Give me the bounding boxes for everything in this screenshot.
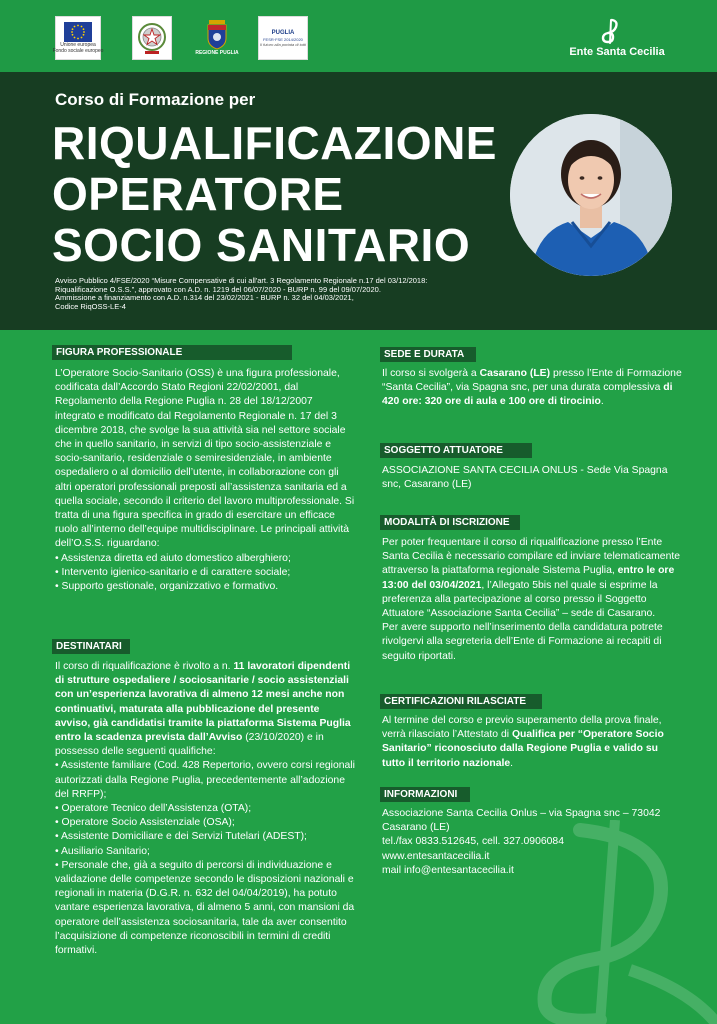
- sede-text-2: presso l’Ente di Formazione “Santa Cecilia”, via Spagna snc, per una durata complessiva: [382, 368, 682, 394]
- destinatari-label: DESTINATARI: [52, 639, 130, 654]
- legal-note-1: Avviso Pubblico 4/FSE/2020 “Misure Compensative di cui all'art. 3 Regolamento Regionale n.17 del 03/12/2018:: [55, 276, 428, 285]
- sede-durata-text: [382, 367, 682, 410]
- sede-text-3: .: [600, 396, 604, 408]
- figura-professionale-label: FIGURA PROFESSIONALE: [52, 345, 292, 360]
- soggetto-attuatore-text: [382, 464, 682, 492]
- destinatari-intro-text: Il corso di riqualificazione è rivolto a n.: [55, 661, 234, 672]
- list-item: • Assistente familiare (Cod. 428 Repertorio, ovvero corsi regionali autorizzati dalla Regione Puglia, precedentemente all’adozione del RRFP);: [55, 759, 355, 802]
- pofesr-line-3: Il futuro alla portata di tutti: [259, 41, 307, 47]
- sede-text-1: Il corso si svolgerà a: [382, 368, 480, 379]
- soggetto-paragraph: ASSOCIAZIONE SANTA CECILIA ONLUS - Sede Via Spagna snc, Casarano (LE): [382, 465, 668, 491]
- course-subtitle: Corso di Formazione per: [55, 90, 256, 109]
- soggetto-attuatore-label: SOGGETTO ATTUATORE: [380, 443, 532, 458]
- destinatari-intro: [55, 660, 355, 759]
- title-line-3: SOCIO SANITARIO: [52, 219, 471, 271]
- destinatari-qualifications-list: [55, 759, 355, 958]
- sede-paragraph: [382, 367, 682, 410]
- list-item: • Supporto gestionale, organizzativo e formativo.: [55, 580, 355, 594]
- list-item: • Operatore Tecnico dell’Assistenza (OTA);: [55, 802, 355, 816]
- figura-description: L’Operatore Socio-Sanitario (OSS) è una figura professionale, codificata dall’Accordo Stato Regioni 22/02/2001, dal Regolamento della Regione Puglia n. 28 del 18/12/2007 integrato e modificato dal Regolamento Regionale n. 17 del 3 dicembre 2018, che svolge la sua attività sia nel settore sociale che in quello sanitario, in servizi di tipo socio-assistenziale e socio-sanitario, residenziale o semiresidenziale, in ambiente ospedaliero o al domicilio dell’utente, in collaborazione con gli altri operatori professionali preposti all’assistenza sanitaria ed a quella sociale, secondo il criterio del lavoro multiprofessionale. Si tratta di una figura specifica in grado di esercitare un efficace ruolo all’interno dell’equipe multidisciplinare. Le principali attività dell’O.S.S. riguardano:: [55, 368, 355, 550]
- brand-name: Ente Santa Cecilia: [569, 46, 665, 58]
- pofesr-line-1: PUGLIA: [271, 29, 295, 36]
- star-emblem-icon: [136, 20, 168, 56]
- certificazioni-label: CERTIFICAZIONI RILASCIATE: [380, 694, 542, 709]
- list-item: • Operatore Socio Assistenziale (OSA);: [55, 816, 355, 830]
- list-item: • Intervento igienico-sanitario e di carattere sociale;: [55, 566, 355, 580]
- contact-phone: tel./fax 0833.512645, cell. 327.0906084: [382, 836, 564, 848]
- modalita-paragraph-1: [382, 536, 682, 621]
- contact-address: Associazione Santa Cecilia Onlus – via Spagna snc – 73042: [382, 808, 661, 819]
- title-line-1: RIQUALIFICAZIONE: [52, 117, 497, 169]
- modalita-paragraph-2: Per avere supporto nell’inserimento della candidatura potrete rivolgervi alla segreteria dell’Ente di Formazione ai recapiti di seguito riportati.: [382, 622, 663, 662]
- list-item: • Assistente Domiciliare e dei Servizi Tutelari (ADEST);: [55, 830, 355, 844]
- destinatari-requirements: 11 lavoratori dipendenti di strutture ospedaliere / sociosanitarie / socio assistenziali con un’esperienza lavorativa di almeno 12 mesi anche non continuativi, maturata alla pubblicazione del presente avviso, già candidatisi tramite la piattaforma Sistema Puglia entro la scadenza prevista dall’Avviso: [55, 661, 351, 744]
- destinatari-text: [55, 660, 355, 958]
- contact-email: mail info@entesantacecilia.it: [382, 864, 514, 876]
- informazioni-label: INFORMAZIONI: [380, 787, 470, 802]
- modalita-text-1: Per poter frequentare il corso di riqualificazione presso l’Ente Santa Cecilia è necessario compilare ed inviare telematicamente attraverso la piattaforma regionale Sistema Puglia,: [382, 537, 681, 577]
- title-line-2: OPERATORE: [52, 168, 344, 220]
- contact-city: Casarano (LE): [382, 822, 450, 834]
- regione-puglia-logo: [195, 16, 239, 60]
- destinatari-after-text: (23/10/2020) e in possesso delle seguenti qualifiche:: [55, 732, 324, 758]
- figura-activities-list: [55, 552, 355, 595]
- treble-clef-watermark-icon: [520, 820, 717, 1024]
- treble-clef-logo-icon: [598, 18, 622, 44]
- list-item: • Ausiliario Sanitario;: [55, 845, 355, 859]
- modalita-deadline: entro le ore 13:00 del 03/04/2021: [382, 565, 675, 591]
- certificazioni-text-1: Al termine del corso e previo superamento della prova finale, verrà rilasciato l’Attestato di: [382, 715, 662, 741]
- pofesr-line-2: FESR·FSE 2014/2020: [263, 36, 303, 42]
- modalita-iscrizione-text: [382, 536, 682, 664]
- list-item: • Personale che, già a seguito di percorsi di individuazione e validazione delle competenze secondo le disposizioni nazionali e regionali in materia (D.G.R. n. 632 del 04/04/2019), ha potuto vantare esperienza lavorativa, di almeno 5 anni, con mansioni da operatore dell’assistenza sociosanitaria, tale da aver consentito l’acquisizione di competenze riconoscibili in termini di crediti formativi.: [55, 859, 355, 958]
- eu-caption-2: Fondo sociale europeo: [52, 48, 104, 54]
- certificazioni-text: [382, 714, 682, 771]
- modalita-iscrizione-label: MODALITÀ DI ISCRIZIONE: [380, 515, 520, 530]
- nurse-portrait-illustration: [510, 114, 672, 276]
- nurse-portrait: [510, 114, 672, 276]
- eu-flag-icon: [64, 22, 92, 42]
- sede-durata-label: SEDE E DURATA: [380, 347, 476, 362]
- contact-website: www.entesantacecilia.it: [382, 850, 490, 862]
- po-fesr-fse-logo: [258, 16, 308, 60]
- eu-flag-logo: [52, 16, 104, 60]
- logo-bar: [0, 0, 717, 72]
- sede-duration: di 420 ore: 320 ore di aula e 100 ore di tirocinio: [382, 382, 673, 408]
- legal-note-2: Riqualificazione O.S.S.”, approvato con A.D. n. 1219 del 06/07/2020 - BURP n. 99 del 09/07/2020.: [55, 284, 381, 294]
- legal-notes: [55, 277, 475, 311]
- italian-republic-emblem: [132, 16, 172, 60]
- legal-note-4: Codice RiqOSS-LE-4: [55, 301, 126, 311]
- puglia-caption: REGIONE PUGLIA: [195, 50, 239, 56]
- certificazioni-paragraph: [382, 714, 682, 771]
- course-title: [52, 118, 497, 271]
- eu-caption-1: Unione europea: [60, 42, 96, 48]
- legal-note-3: Ammissione a finanziamento con A.D. n.314 del 23/02/2021 - BURP n. 32 del 04/03/2021,: [55, 293, 354, 303]
- sede-location: Casarano (LE): [479, 368, 551, 379]
- list-item: • Assistenza diretta ed aiuto domestico alberghiero;: [55, 552, 355, 566]
- modalita-text-2: , l’Allegato 5bis nel quale si esprime la preferenza alla partecipazione al corso presso il Soggetto Attuatore “Associazione Santa Cecilia” – sede di Casarano.: [382, 579, 658, 620]
- figura-professionale-text: [55, 367, 355, 594]
- puglia-shield-icon: [206, 20, 228, 50]
- certificazioni-qualifica: Qualifica per “Operatore Socio Sanitario” riconosciuto dalla Regione Puglia e valido su tutto il territorio nazionale: [382, 729, 664, 769]
- certificazioni-text-2: .: [510, 757, 514, 769]
